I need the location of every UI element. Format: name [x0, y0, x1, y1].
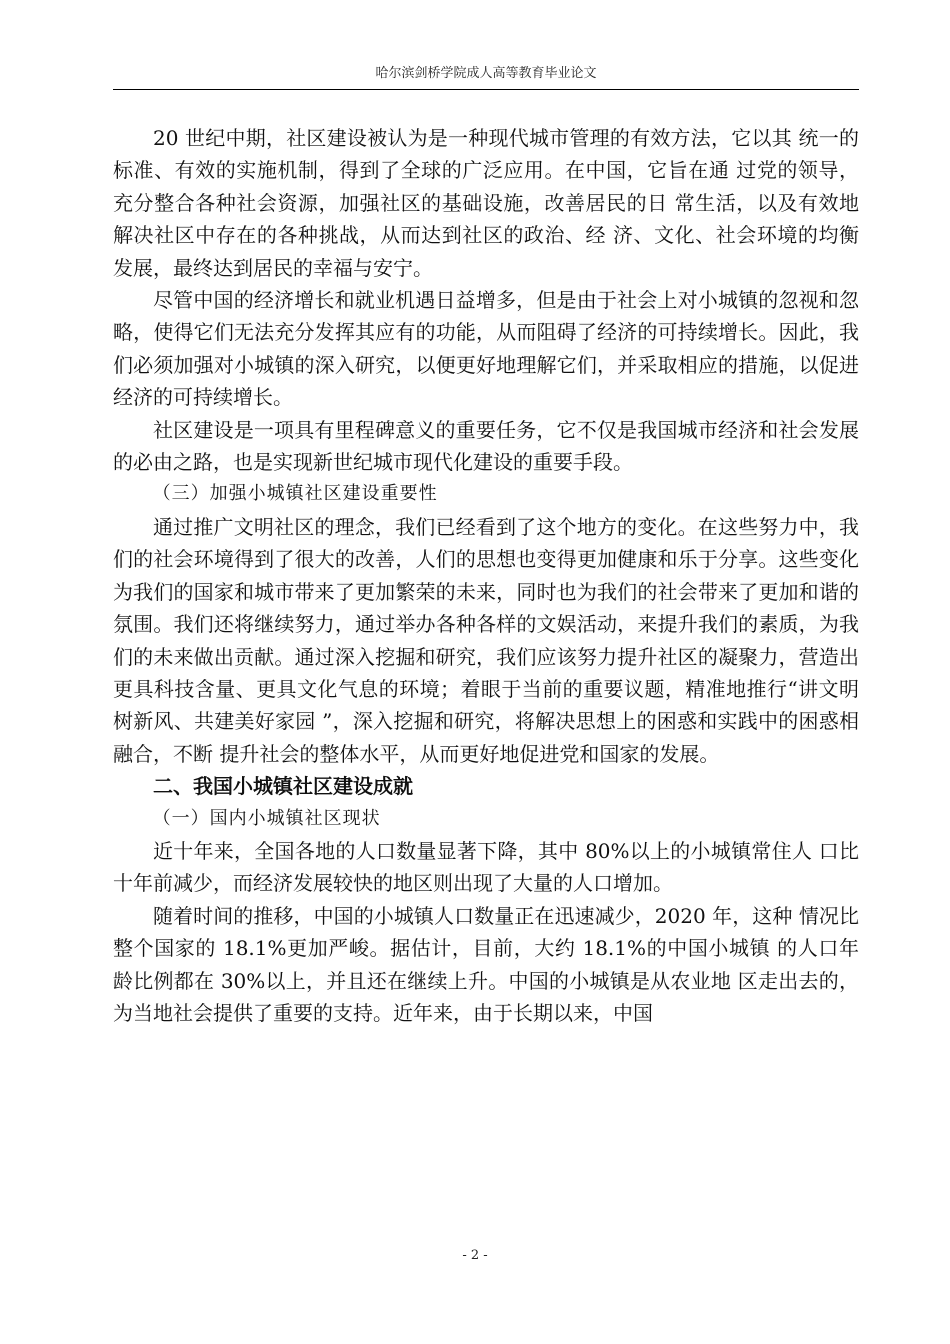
paragraph-community-importance: 社区建设是一项具有里程碑意义的重要任务，它不仅是我国城市经济和社会发展的必由之路，也是实现新世纪城市现代化建设的重要手段。 — [113, 417, 859, 475]
document-body — [113, 122, 859, 1029]
paragraph-aging-population: 随着时间的推移，中国的小城镇人口数量正在迅速减少，2020 年，这种 情况比整个国家的 18.1%更加严峻。据估计，目前，大约 18.1%的中国小城镇 的人口年龄比例都在 30%以上，并且还在继续上升。中国的小城镇是从农业地 区走出去的，为当地社会提供了重要的支持。近年来，由于长期以来，中国 — [113, 903, 859, 1025]
subsection-heading-importance: （三）加强小城镇社区建设重要性 — [152, 483, 438, 505]
section-heading-achievements: 二、我国小城镇社区建设成就 — [153, 774, 413, 799]
subsection-heading-status: （一）国内小城镇社区现状 — [152, 807, 381, 829]
page-number: - 2 - — [462, 1248, 488, 1263]
paragraph-population-decline: 近十年来，全国各地的人口数量显著下降，其中 80%以上的小城镇常住人 口比十年前减少，而经济发展较快的地区则出现了大量的人口增加。 — [113, 838, 859, 896]
paragraph-small-town-neglect: 尽管中国的经济增长和就业机遇日益增多，但是由于社会上对小城镇的忽视和忽略，使得它们无法充分发挥其应有的功能，从而阻碍了经济的可持续增长。因此，我们必须加强对小城镇的深入研究，以便更好地理解它们，并采取相应的措施，以促进经济的可持续增长。 — [113, 288, 859, 410]
page-header: 哈尔滨剑桥学院成人高等教育毕业论文 — [375, 66, 597, 81]
paragraph-community-history: 20 世纪中期，社区建设被认为是一种现代城市管理的有效方法，它以其 统一的标准、有效的实施机制，得到了全球的广泛应用。在中国，它旨在通 过党的领导，充分整合各种社会资源，加强社区的基础设施，改善居民的日 常生活，以及有效地解决社区中存在的各种挑战，从而达到社区的政治、经 济、文化、社会环境的均衡发展，最终达到居民的幸福与安宁。 — [113, 126, 859, 280]
paragraph-civilized-community: 通过推广文明社区的理念，我们已经看到了这个地方的变化。在这些努力中，我们的社会环境得到了很大的改善，人们的思想也变得更加健康和乐于分享。这些变化为我们的国家和城市带来了更加繁荣的未来，同时也为我们的社会带来了更加和谐的氛围。我们还将继续努力，通过举办各种各样的文娱活动，来提升我们的素质，为我们的未来做出贡献。通过深入挖掘和研究，我们应该努力提升社区的凝聚力，营造出更具科技含量、更具文化气息的环境；着眼于当前的重要议题，精准地推行“讲文明树新风、共建美好家园 ”，深入挖掘和研究，将解决思想上的困惑和实践中的困惑相融合，不断 提升社会的整体水平，从而更好地促进党和国家的发展。 — [113, 514, 859, 766]
header-divider — [113, 89, 859, 90]
